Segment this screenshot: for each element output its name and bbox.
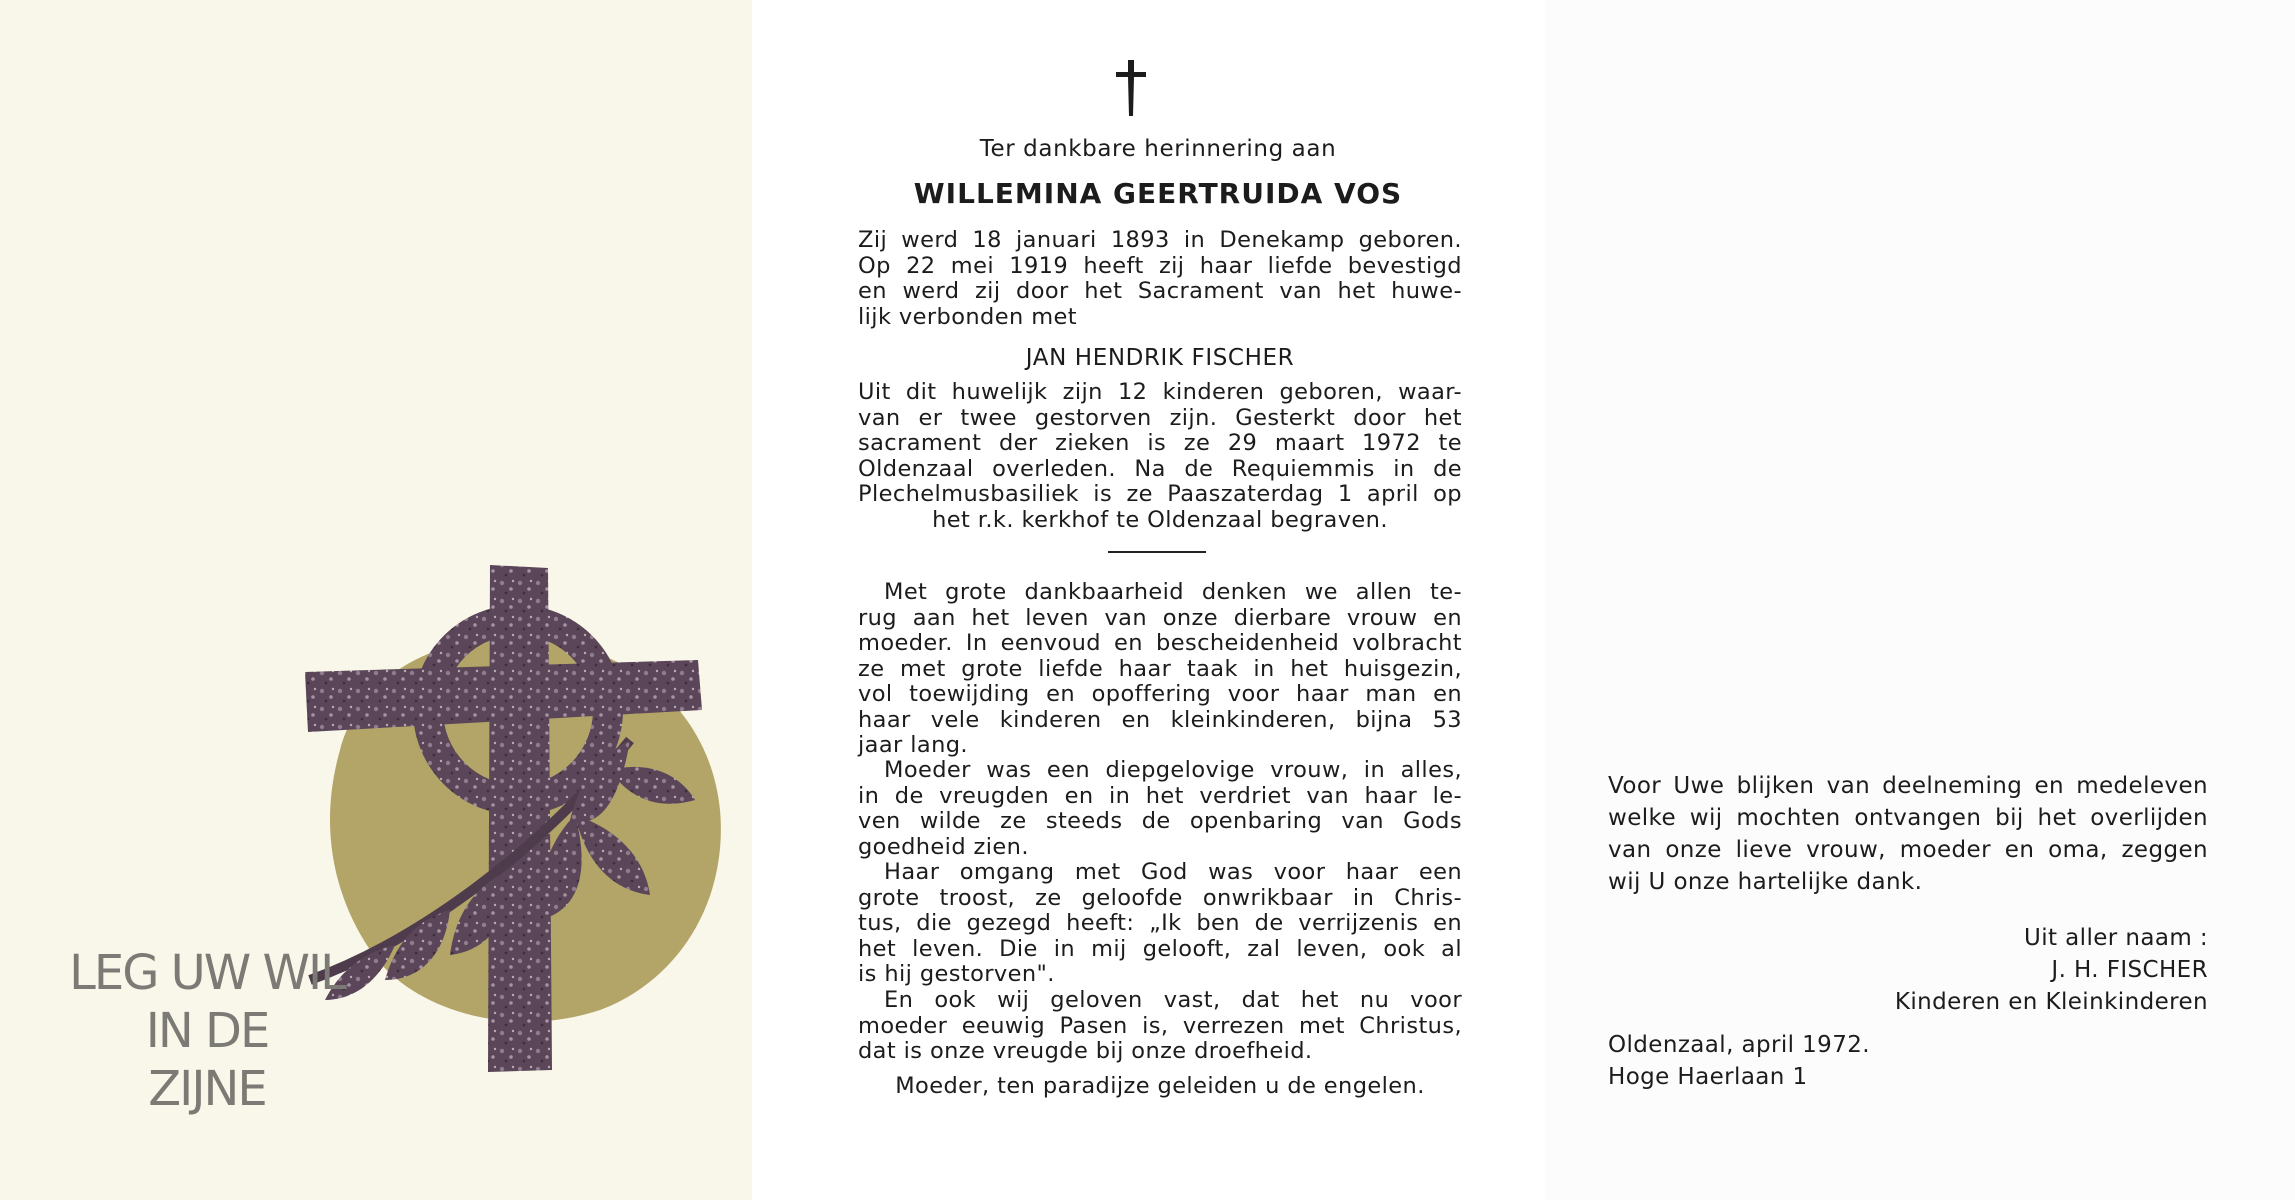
text-line: is hij gestorven". (858, 961, 1055, 987)
text-line: haar vele kinderen en kleinkinderen, bijna 53 (858, 706, 1462, 733)
cover-motto-line: LEG UW WIL (69, 945, 345, 1001)
closing-prayer: Moeder, ten paradijze geleiden u de engelen. (895, 1073, 1425, 1099)
text-line: ze met grote liefde haar taak in het huisgezin, (858, 655, 1462, 682)
text-line: ven wilde ze steeds de openbaring van Gods (858, 808, 1462, 834)
text-line: lijk verbonden met (858, 303, 1077, 330)
cross-upright (488, 565, 552, 1072)
spouse-name: JAN HENDRIK FISCHER (1025, 345, 1295, 371)
signature-line: Kinderen en Kleinkinderen (1894, 989, 2208, 1015)
text-line: moeder. In eenvoud en bescheidenheid volbracht (858, 630, 1462, 656)
text-line: rug aan het leven van onze dierbare vrouw en (858, 604, 1462, 631)
text-line: Op 22 mei 1919 heeft zij haar liefde bevestigd (858, 252, 1462, 279)
text-line: En ook wij geloven vast, dat het nu voor (884, 987, 1462, 1013)
memorial-panel (776, 0, 1520, 1200)
text-line: Zij werd 18 januari 1893 in Denekamp geboren. (858, 227, 1462, 253)
text-line: tus, die gezegd heeft: „Ik ben de verrijzenis en (858, 910, 1462, 936)
memorial-intro: Ter dankbare herinnering aan (979, 136, 1337, 162)
text-line: welke wij mochten ontvangen bij het overlijden (1608, 805, 2208, 831)
cover-motto-line: IN DE (145, 1003, 269, 1059)
signature-block (1608, 922, 2208, 1018)
text-line: Moeder was een diepgelovige vrouw, in alles, (884, 757, 1462, 783)
text-line: Plechelmusbasiliek is ze Paaszaterdag 1 april op (858, 481, 1462, 507)
text-line: Uit dit huwelijk zijn 12 kinderen geboren, waar- (858, 379, 1462, 405)
paragraph-faith (858, 758, 1462, 860)
deceased-name: WILLEMINA GEERTRUIDA VOS (913, 177, 1403, 210)
text-line: in de vreugden en in het verdriet van haar le- (858, 782, 1462, 809)
paragraph-birth-marriage (858, 228, 1462, 330)
paragraph-easter (858, 988, 1462, 1065)
paragraph-consolation (858, 860, 1462, 988)
signature-line: Uit aller naam : (2024, 925, 2208, 951)
cover-motto-line: ZIJNE (148, 1061, 266, 1117)
text-line: jaar lang. (858, 732, 968, 758)
text-line: moeder eeuwig Pasen is, verrezen met Christus, (858, 1012, 1462, 1039)
thanks-paragraph (1608, 770, 2208, 898)
place-and-address (1608, 1029, 2208, 1093)
cover-motto (42, 944, 372, 1118)
text-line: Oldenzaal overleden. Na de Requiemmis in de (858, 455, 1462, 482)
place-date: Oldenzaal, april 1972. (1608, 1032, 1870, 1058)
text-line: dat is onze vreugde bij onze droefheid. (858, 1038, 1313, 1064)
text-line: vol toewijding en opoffering voor haar man en (858, 681, 1462, 707)
text-line: sacrament der zieken is ze 29 maart 1972 te (858, 430, 1462, 456)
text-line: het leven. Die in mij gelooft, zal leven, ook al (858, 935, 1462, 962)
cross-icon (1106, 60, 1156, 116)
text-line: grote troost, ze geloofde onwrikbaar in Chris- (858, 884, 1462, 911)
text-line: wij U onze hartelijke dank. (1608, 869, 1923, 895)
text-line: en werd zij door het Sacrament van het huwe- (858, 278, 1462, 304)
thanks-panel (1545, 0, 2295, 1200)
text-line: het r.k. kerkhof te Oldenzaal begraven. (932, 506, 1388, 533)
paragraph-children-death (858, 380, 1462, 533)
text-line: van er twee gestorven zijn. Gesterkt door het (858, 404, 1462, 431)
divider (1108, 551, 1206, 553)
text-line: goedheid zien. (858, 833, 1029, 860)
text-line: van onze lieve vrouw, moeder en oma, zeggen (1608, 837, 2208, 863)
text-line: Voor Uwe blijken van deelneming en medeleven (1608, 773, 2208, 799)
cover-panel (0, 0, 752, 1200)
paragraph-gratitude (858, 580, 1462, 759)
text-line: Met grote dankbaarheid denken we allen te- (884, 579, 1462, 605)
address: Hoge Haerlaan 1 (1608, 1064, 1808, 1090)
text-line: Haar omgang met God was voor haar een (884, 859, 1462, 885)
signature-line: J. H. FISCHER (2051, 957, 2208, 983)
